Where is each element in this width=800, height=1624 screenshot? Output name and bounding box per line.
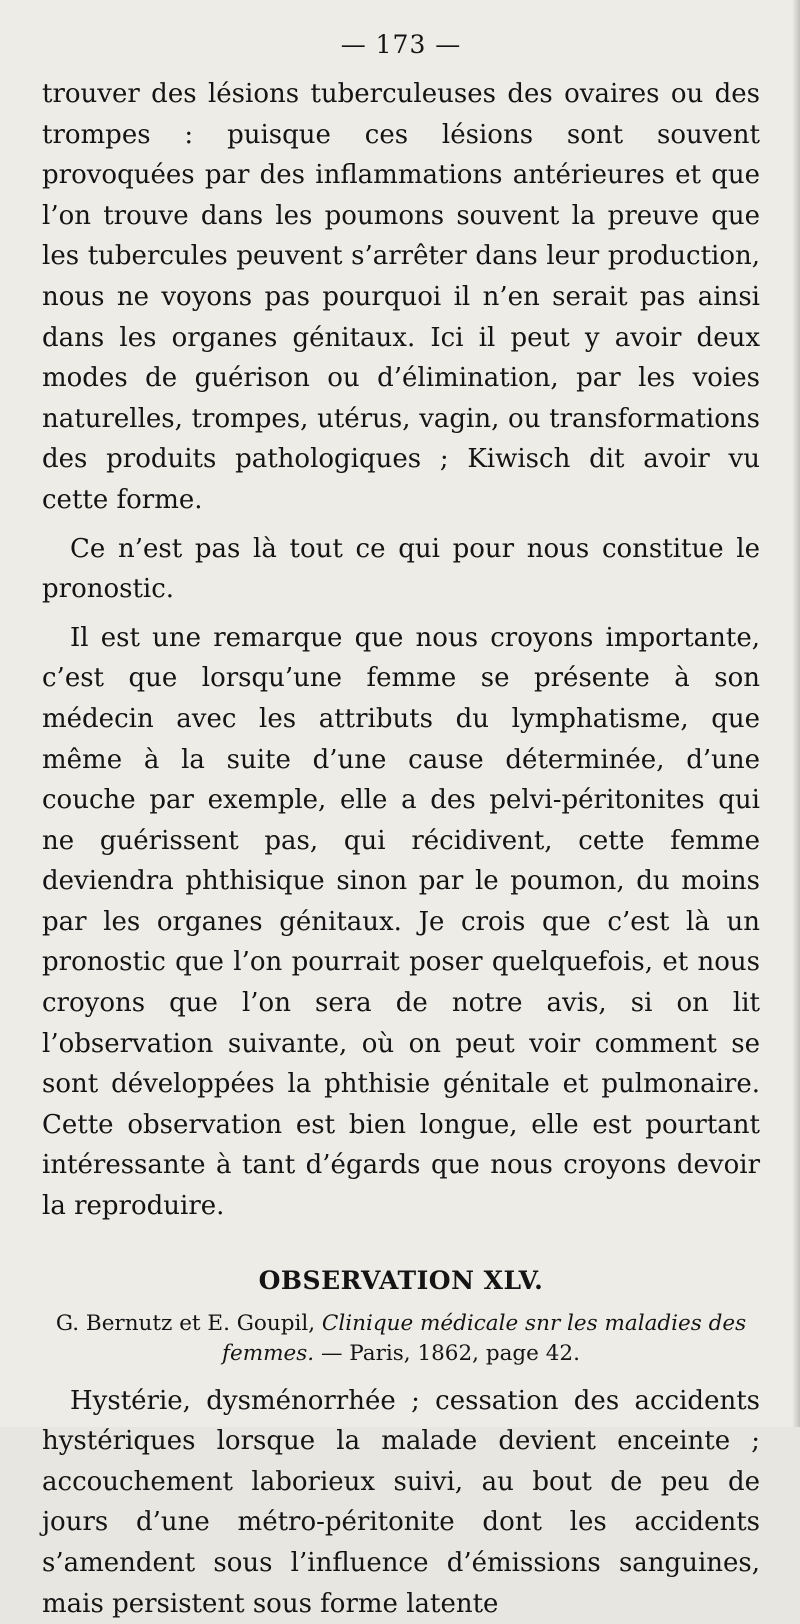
observation-citation — [46, 1309, 756, 1369]
citation-authors: G. Bernutz et E. Goupil, — [55, 1310, 316, 1336]
observation-summary: Hystérie, dysménorrhée ; cessation des accidents hystériques lorsque la malade devient enceinte ; accouchement laborieux suivi, au bout de peu de jours d’une métro-péritonite dont les accidents s’amendent sous l’influence d’émissions sanguines, mais persistent sous forme latente — [42, 1385, 760, 1619]
observation-heading: OBSERVATION XLV. — [258, 1265, 544, 1295]
paragraph-pronostic: Ce n’est pas là tout ce qui pour nous constitue le pronostic. — [42, 533, 760, 605]
page-number: — 173 — — [340, 30, 462, 59]
paragraph-remarque: Il est une remarque que nous croyons importante, c’est que lorsqu’une femme se présente à son médecin avec les attributs du lymphatisme, que même à la suite d’une cause déterminée, d’une couche par exemple, elle a des pelvi-péritonites qui ne guérissent pas, qui récidivent, cette femme deviendra phthisique sinon par le poumon, du moins par les organes génitaux. Je crois que c’est là un pronostic que l’on pourrait poser quelquefois, et nous croyons que l’on sera de notre avis, si on lit l’observation suivante, où on peut voir comment se sont développées la phthisie génitale et pulmonaire. Cette observation est bien longue, elle est pourtant intéressante à tant d’égards que nous croyons devoir la reproduire. — [42, 622, 760, 1222]
paragraph-lesions: trouver des lésions tuberculeuses des ovaires ou des trompes : puisque ces lésions sont souvent provoquées par des inflammations antérieures et que l’on trouve dans les poumons souvent la preuve que les tubercules peuvent s’arrêter dans leur production, nous ne voyons pas pourquoi il n’en serait pas ainsi dans les organes génitaux. Ici il peut y avoir deux modes de guérison ou d’élimination, par les voies naturelles, trompes, utérus, vagin, ou transformations des produits pathologiques ; Kiwisch dit avoir vu cette forme. — [42, 79, 760, 515]
page-edge-shadow — [792, 0, 800, 1427]
citation-source: — Paris, 1862, page 42. — [320, 1340, 580, 1366]
citation-title: Clinique médicale snr les maladies des femmes. — [222, 1310, 747, 1366]
